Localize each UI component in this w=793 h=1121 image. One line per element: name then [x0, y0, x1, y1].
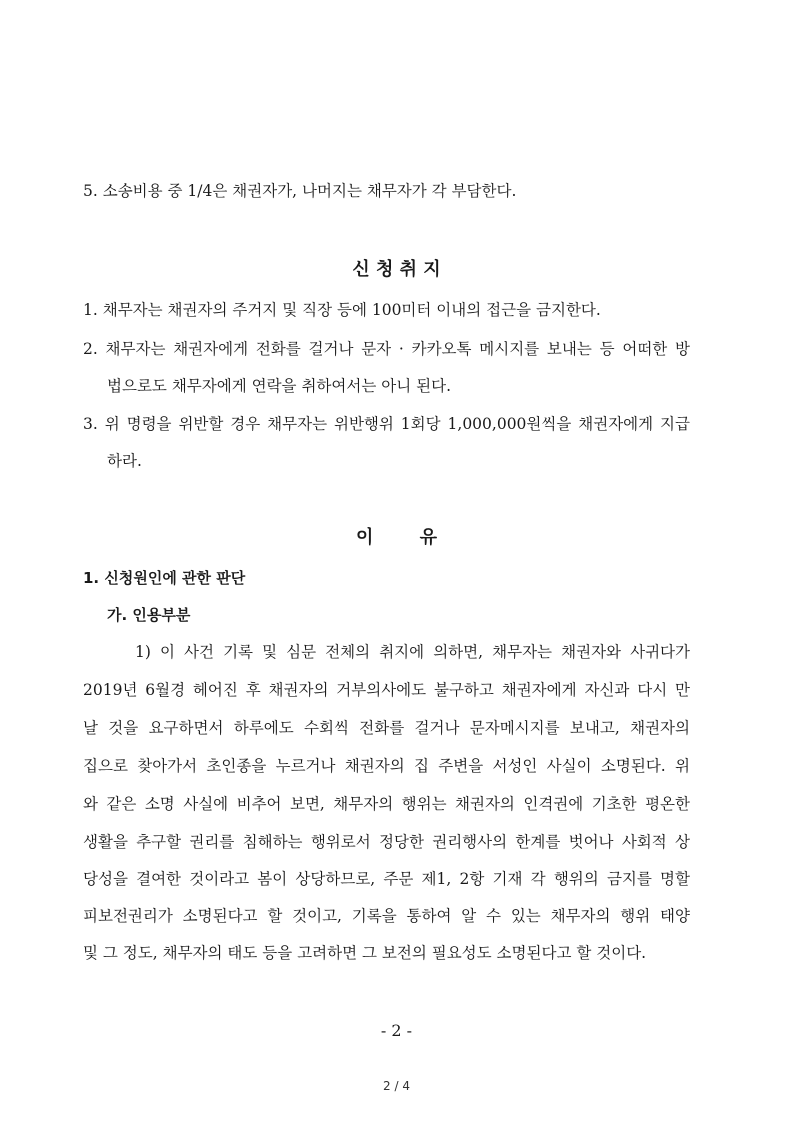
subsection-a-heading: 가. 인용부분	[107, 606, 191, 624]
purpose-item-2-line-1: 2. 채무자는 채권자에게 전화를 걸거나 문자 · 카카오톡 메시지를 보내는 등 어떠한 방	[83, 340, 690, 358]
paragraph-line: 생활을 추구할 권리를 침해하는 행위로서 정당한 권리행사의 한계를 벗어나 사회적 상	[83, 833, 690, 851]
section-1-heading: 1. 신청원인에 관한 판단	[83, 569, 246, 587]
paragraph-line: 와 같은 소명 사실에 비추어 보면, 채무자의 행위는 채권자의 인격권에 기초한 평온한	[83, 795, 690, 813]
paragraph-line: 집으로 찾아가서 초인종을 누르거나 채권자의 집 주변을 서성인 사실이 소명된다. 위	[83, 757, 690, 775]
reasons-heading: 이 유	[355, 527, 438, 548]
page-number: - 2 -	[380, 1021, 413, 1040]
paragraph-line: 당성을 결여한 것이라고 봄이 상당하므로, 주문 제1, 2항 기재 각 행위의 금지를 명할	[83, 870, 690, 888]
paragraph-line: 2019년 6월경 헤어진 후 채권자의 거부의사에도 불구하고 채권자에게 자신과 다시 만	[83, 681, 690, 699]
paragraph-line: 피보전권리가 소명된다고 할 것이고, 기록을 통하여 알 수 있는 채무자의 행위 태양	[83, 907, 690, 925]
paragraph-line: 및 그 정도, 채무자의 태도 등을 고려하면 그 보전의 필요성도 소명된다고 할 것이다.	[83, 944, 647, 962]
page-counter: 2 / 4	[383, 1079, 410, 1093]
purpose-item-3-line-2: 하라.	[107, 452, 142, 470]
purpose-item-2-line-2: 법으로도 채무자에게 연락을 취하여서는 아니 된다.	[107, 377, 451, 395]
purpose-item-1: 1. 채무자는 채권자의 주거지 및 직장 등에 100미터 이내의 접근을 금지한다.	[83, 301, 601, 319]
purpose-heading: 신 청 취 지	[352, 259, 441, 280]
purpose-item-3-line-1: 3. 위 명령을 위반할 경우 채무자는 위반행위 1회당 1,000,000원씩을 채권자에게 지급	[83, 415, 690, 433]
paragraph-line: 날 것을 요구하면서 하루에도 수회씩 전화를 걸거나 문자메시지를 보내고, 채권자의	[83, 719, 690, 737]
costs-line: 5. 소송비용 중 1/4은 채권자가, 나머지는 채무자가 각 부담한다.	[83, 182, 517, 200]
paragraph-line: 1) 이 사건 기록 및 심문 전체의 취지에 의하면, 채무자는 채권자와 사귀다가	[135, 643, 690, 661]
